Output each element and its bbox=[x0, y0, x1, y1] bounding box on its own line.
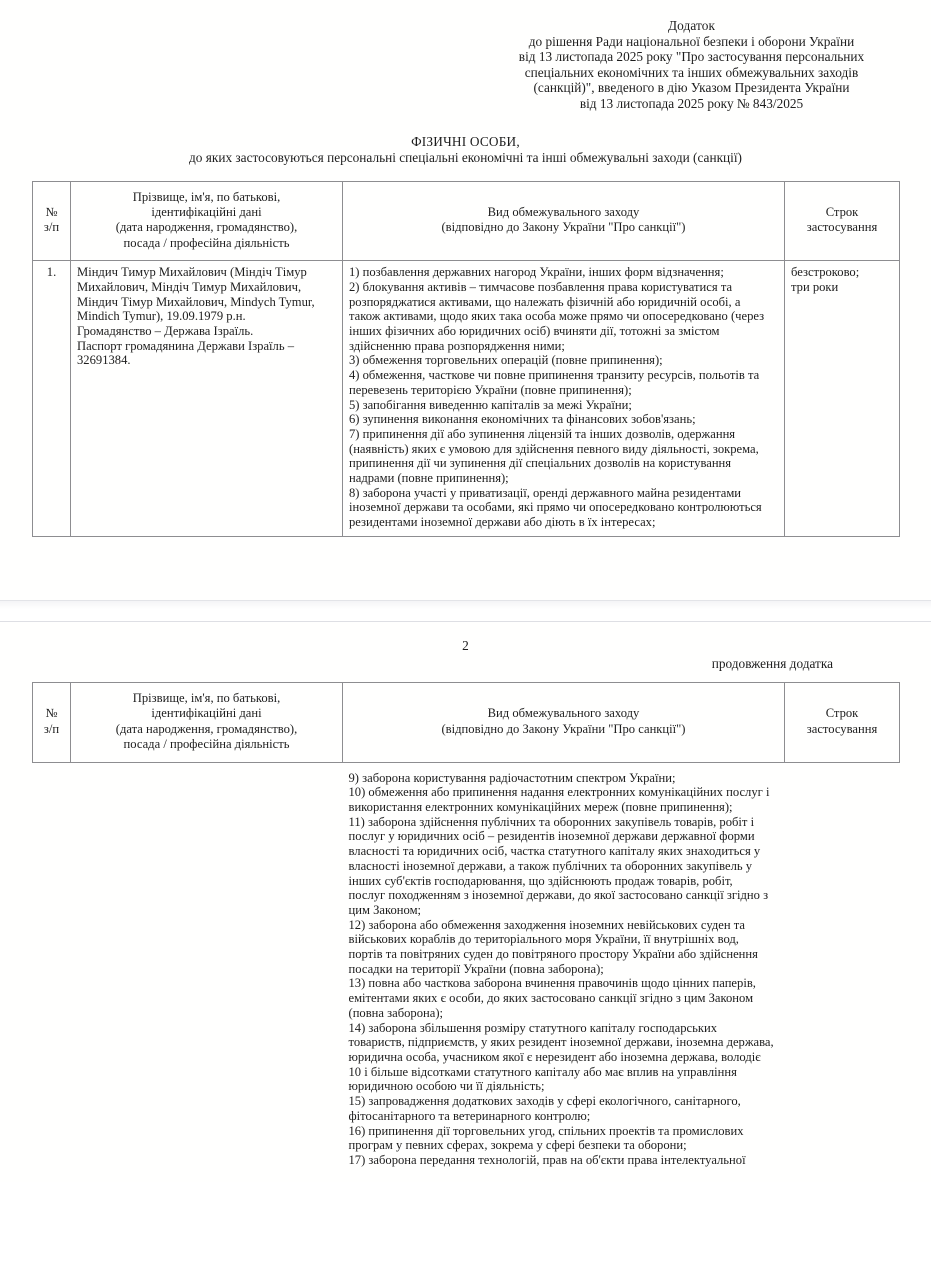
column-header-term-line-2: застосування bbox=[806, 220, 878, 235]
column-header-name-line-4: посада / професійна діяльність bbox=[123, 737, 290, 752]
row-person-details bbox=[71, 261, 343, 537]
column-header-term bbox=[785, 683, 900, 763]
person-line: Паспорт громадянина Держави Ізраїль – bbox=[77, 338, 295, 353]
header-line-6: від 13 листопада 2025 року № 843/2025 bbox=[579, 95, 804, 111]
table-row bbox=[33, 261, 900, 537]
continuation-note: продовження додатка bbox=[711, 656, 833, 671]
appendix-reference-header bbox=[484, 18, 899, 112]
measure-line: інших фізичних або юридичних осіб) вчиняти дії, тотожні за змістом bbox=[349, 324, 720, 338]
term-line: безстроково; bbox=[791, 265, 860, 280]
measure-line: розпоряджатися активами, що належать фізичній або юридичній особі, а bbox=[349, 294, 741, 309]
table-row bbox=[33, 762, 900, 1173]
sanctions-table-continued bbox=[32, 682, 900, 1174]
measure-line: 16) припинення дії торговельних угод, спільних проектів та промислових bbox=[348, 1123, 744, 1138]
measure-line: фітосанітарного та ветеринарного контролю; bbox=[348, 1108, 591, 1123]
page-separator bbox=[0, 600, 931, 622]
column-header-number-line-2: з/п bbox=[43, 721, 60, 736]
column-header-name bbox=[71, 181, 343, 261]
measure-line: 6) зупинення виконання економічних та фінансових зобов'язань; bbox=[349, 412, 696, 427]
row-term bbox=[785, 261, 900, 537]
row-person-details-continued bbox=[71, 762, 343, 1173]
person-line: Михайлович, Міндіч Тимур Михайлович, bbox=[77, 279, 302, 294]
column-header-measure-line-2: (відповідно до Закону України "Про санкції") bbox=[441, 220, 686, 235]
measure-line: (повна заборона); bbox=[348, 1005, 444, 1020]
person-line: Міндич Тімур Михайлович, Mindych Tymur, bbox=[77, 294, 315, 309]
column-header-name-line-1: Прізвище, ім'я, по батькові, bbox=[132, 691, 281, 705]
measure-line: припинення дії чи зупинення дії спеціальних дозволів на користування bbox=[349, 456, 732, 471]
measure-line: 1) позбавлення державних нагород України, інших форм відзначення; bbox=[349, 265, 724, 280]
measure-line: 4) обмеження, часткове чи повне припинення транзиту ресурсів, польотів та bbox=[349, 368, 760, 383]
column-header-number-line-1: № bbox=[45, 706, 58, 721]
measure-line: 10) обмеження або припинення надання електронних комунікаційних послуг і bbox=[348, 785, 770, 800]
page-title-sub: до яких застосовуються персональні спеціальні економічні та інші обмежувальні заходи (санкції) bbox=[189, 150, 742, 166]
column-header-name-line-1: Прізвище, ім'я, по батькові, bbox=[132, 189, 281, 204]
measure-line: портів та повітряних суден до повітряного простору України або здійснення bbox=[348, 947, 758, 962]
table-header-row bbox=[33, 181, 900, 261]
measure-line: власності та юридичних осіб, частка статутного капіталу яких знаходиться у bbox=[348, 844, 761, 859]
column-header-measure bbox=[343, 181, 785, 261]
measure-line: 2) блокування активів – тимчасове позбавлення права користуватися та bbox=[349, 279, 733, 294]
column-header-term-line-1: Строк bbox=[825, 204, 859, 219]
measure-line: перевезень територією України (повне припинення); bbox=[349, 382, 632, 397]
measure-line: цим Законом; bbox=[348, 902, 422, 917]
term-line: три роки bbox=[791, 279, 839, 294]
header-line-4: спеціальних економічних та інших обмежувальних заходів bbox=[524, 64, 859, 80]
measure-line: 14) заборона збільшення розміру статутного капіталу господарських bbox=[348, 1020, 717, 1035]
table-header-row bbox=[33, 683, 900, 763]
row-number: 1. bbox=[33, 261, 71, 537]
header-line-1: Додаток bbox=[667, 18, 716, 33]
header-line-3: від 13 листопада 2025 року "Про застосування персональних bbox=[518, 49, 865, 65]
measure-line: надрами (повне припинення); bbox=[349, 471, 509, 486]
person-line: Mindich Tymur), 19.09.1979 р.н. bbox=[77, 309, 246, 324]
measure-line: емітентами яких є особи, до яких застосовано санкції згідно з цим Законом bbox=[348, 991, 754, 1006]
measure-line: власності іноземної держави, а також публічних та оборонних закупівель у bbox=[348, 858, 753, 873]
column-header-name-line-2: ідентифікаційні дані bbox=[151, 204, 262, 219]
measure-line: 8) заборона участі у приватизації, оренді державного майна резидентами bbox=[349, 485, 742, 500]
row-number-continued bbox=[33, 762, 71, 1173]
measure-line: послуг у юридичних осіб – резидентів іноземної держави державної форми bbox=[348, 829, 755, 844]
column-header-measure-line-1: Вид обмежувального заходу bbox=[487, 204, 640, 219]
row-measures bbox=[343, 261, 785, 537]
measure-line: 15) запровадження додаткових заходів у сфері екологічного, санітарного, bbox=[348, 1094, 741, 1109]
document-page-1 bbox=[0, 0, 931, 600]
column-header-term-line-1: Строк bbox=[825, 706, 859, 721]
sanctions-table bbox=[32, 181, 900, 537]
column-header-term-line-2: застосування bbox=[806, 721, 878, 736]
measure-line: використання електронних комунікаційних мереж (повне припинення); bbox=[348, 800, 733, 815]
measure-line: 3) обмеження торговельних операцій (повне припинення); bbox=[349, 353, 663, 368]
header-line-5: (санкцій)", введеного в дію Указом Президента України bbox=[533, 80, 850, 96]
measure-line: (наявність) яких є умовою для здійснення певного виду діяльності, зокрема, bbox=[349, 441, 759, 456]
measure-line: програм у певних сферах, зокрема у сфері безпеки та оборони; bbox=[348, 1138, 687, 1153]
column-header-measure-line-1: Вид обмежувального заходу bbox=[487, 706, 640, 721]
row-measures-continued bbox=[343, 762, 785, 1173]
measure-line: також активами, щодо яких така особа може прямо чи опосередковано (через bbox=[349, 309, 765, 324]
person-line: 32691384. bbox=[77, 353, 131, 368]
column-header-name-line-3: (дата народження, громадянство), bbox=[115, 220, 298, 235]
row-term-continued bbox=[785, 762, 900, 1173]
measure-line: резидентами іноземної держави або діють в їх інтересах; bbox=[349, 515, 656, 530]
document-page-2 bbox=[0, 622, 931, 1182]
column-header-number bbox=[33, 683, 71, 763]
measure-line: товариств, підприємств, у яких резидент іноземної держави, іноземна держава, bbox=[348, 1035, 774, 1050]
measure-line: юридичною особою чи її діяльність; bbox=[348, 1079, 545, 1094]
measure-line: посадки на території України (повна заборона); bbox=[348, 961, 604, 976]
measure-line: 9) заборона користування радіочастотним спектром України; bbox=[348, 770, 676, 785]
measure-line: здійсненню права розпорядження ними; bbox=[349, 338, 565, 353]
page-title bbox=[32, 134, 899, 167]
measure-line: 13) повна або часткова заборона вчинення правочинів щодо цінних паперів, bbox=[348, 976, 756, 991]
measure-line: 7) припинення дії або зупинення ліцензій та інших дозволів, одержання bbox=[349, 426, 736, 441]
measure-line: юридична особа, учасником якої є нерезидент або іноземна держава, володіє bbox=[348, 1049, 761, 1064]
column-header-measure bbox=[343, 683, 785, 763]
measure-line: 12) заборона або обмеження заходження іноземних невійськових суден та bbox=[348, 917, 745, 932]
measure-line: послуг походженням з іноземної держави, до якої застосовано санкції згідно з bbox=[348, 888, 769, 903]
measure-line: 10 і більше відсотками статутного капіталу або має вплив на управління bbox=[348, 1064, 737, 1079]
person-line: Громадянство – Держава Ізраїль. bbox=[77, 324, 254, 338]
column-header-name-line-4: посада / професійна діяльність bbox=[123, 235, 290, 250]
column-header-name-line-2: ідентифікаційні дані bbox=[151, 706, 262, 721]
measure-line: військових кораблів до територіального моря України, її внутрішніх вод, bbox=[348, 932, 739, 947]
measure-line: 11) заборона здійснення публічних та оборонних закупівель товарів, робіт і bbox=[348, 814, 755, 829]
page-title-main: ФІЗИЧНІ ОСОБИ, bbox=[411, 133, 520, 149]
header-line-2: до рішення Ради національної безпеки і оборони України bbox=[528, 33, 855, 49]
column-header-name-line-3: (дата народження, громадянство), bbox=[115, 721, 298, 736]
measure-line: іноземної держави та особами, які прямо чи опосередковано контролюються bbox=[349, 500, 762, 515]
column-header-name bbox=[71, 683, 343, 763]
measure-line: 5) запобігання виведенню капіталів за межі України; bbox=[349, 397, 632, 412]
person-line: Міндич Тимур Михайлович (Міндіч Тімур bbox=[77, 265, 307, 280]
column-header-term bbox=[785, 181, 900, 261]
column-header-number-line-2: з/п bbox=[43, 220, 60, 235]
column-header-measure-line-2: (відповідно до Закону України "Про санкції") bbox=[441, 721, 686, 736]
page-number: 2 bbox=[462, 638, 469, 653]
column-header-number bbox=[33, 181, 71, 261]
measure-line: інших суб'єктів господарювання, що здійснюють продаж товарів, робіт, bbox=[348, 873, 733, 888]
column-header-number-line-1: № bbox=[45, 204, 58, 219]
measure-line: 17) заборона передання технологій, прав на об'єкти права інтелектуальної bbox=[348, 1152, 746, 1167]
